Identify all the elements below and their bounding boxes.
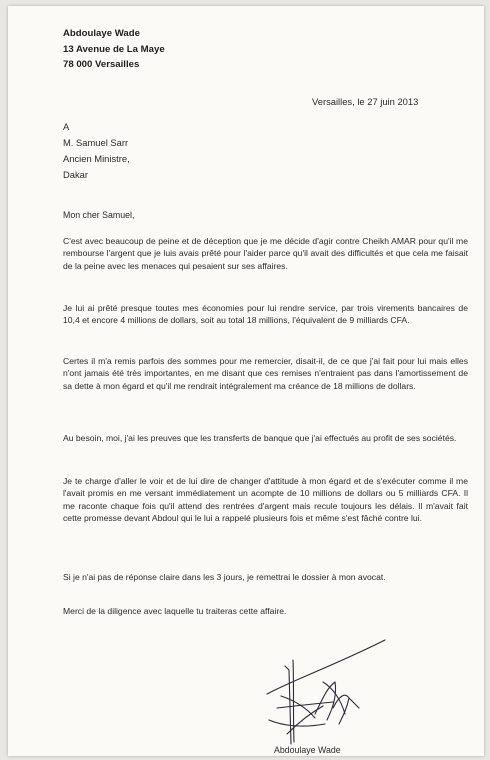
recipient-title: Ancien Ministre, — [63, 153, 130, 164]
letter-page — [8, 6, 484, 756]
paragraph-3: Certes il m'a remis parfois des sommes pour me remercier, disait-il, de ce que j'ai fait pour lui mais elles n'ont jamais été très importantes, en me disant que ces remises n'entraient pas dans l'amortissement de sa dette à mon égard et qu'il me rendrait intégralement ma créance de 18 millions de dollars. — [63, 356, 468, 391]
sender-address-line2: 78 000 Versailles — [63, 59, 140, 70]
paragraph-6: Si je n'ai pas de réponse claire dans les 3 jours, je remettrai le dossier à mon avocat. — [63, 572, 386, 582]
recipient-block — [63, 119, 130, 183]
date-line: Versailles, le 27 juin 2013 — [312, 96, 419, 107]
paragraph-1: C'est avec beaucoup de peine et de déception que je me décide d'agir contre Cheikh AMAR pour qu'il me rembourse l'argent que je luis avais prêté pour l'aider parce qu'il avait des difficultés et que cela me faisait de la peine avec les menaces qui pesaient sur ses affaires. — [63, 236, 468, 271]
paragraph-4: Au besoin, moi, j'ai les preuves que les transferts de banque que j'ai effectués au profit de ses sociétés. — [63, 433, 457, 443]
sender-address-line1: 13 Avenue de La Maye — [63, 43, 165, 55]
recipient-prefix: A — [63, 121, 70, 132]
recipient-city: Dakar — [63, 169, 89, 180]
paragraph-2: Je lui ai prêté presque toutes mes économies pour lui rendre service, par trois virements bancaires de 10,4 et encore 4 millions de dollars, soit au total 18 millions, l'équivalent de 9 milliards CFA. — [63, 303, 468, 326]
sender-block — [63, 26, 165, 73]
paragraph-5: Je te charge d'aller le voir et de lui dire de changer d'attitude à mon égard et de s'exécuter comme il me l'avait promis en me versant immédiatement un acompte de 10 millions de dollars ou 5 milliards CFA. Il me raconte chaque fois qu'il attend des rentrées d'argent mais recule toujours les délais. Il m'avait fait cette promesse devant Abdoul qui le lui a rappelé plusieurs fois et même s'est fâché contre lui. — [63, 476, 468, 524]
salutation: Mon cher Samuel, — [63, 210, 135, 220]
paragraph-7: Merci de la diligence avec laquelle tu traiteras cette affaire. — [63, 606, 287, 616]
sender-name: Abdoulaye Wade — [63, 28, 140, 39]
signer-name: Abdoulaye Wade — [274, 745, 341, 755]
handwritten-signature — [263, 636, 403, 748]
recipient-name: M. Samuel Sarr — [63, 137, 129, 148]
